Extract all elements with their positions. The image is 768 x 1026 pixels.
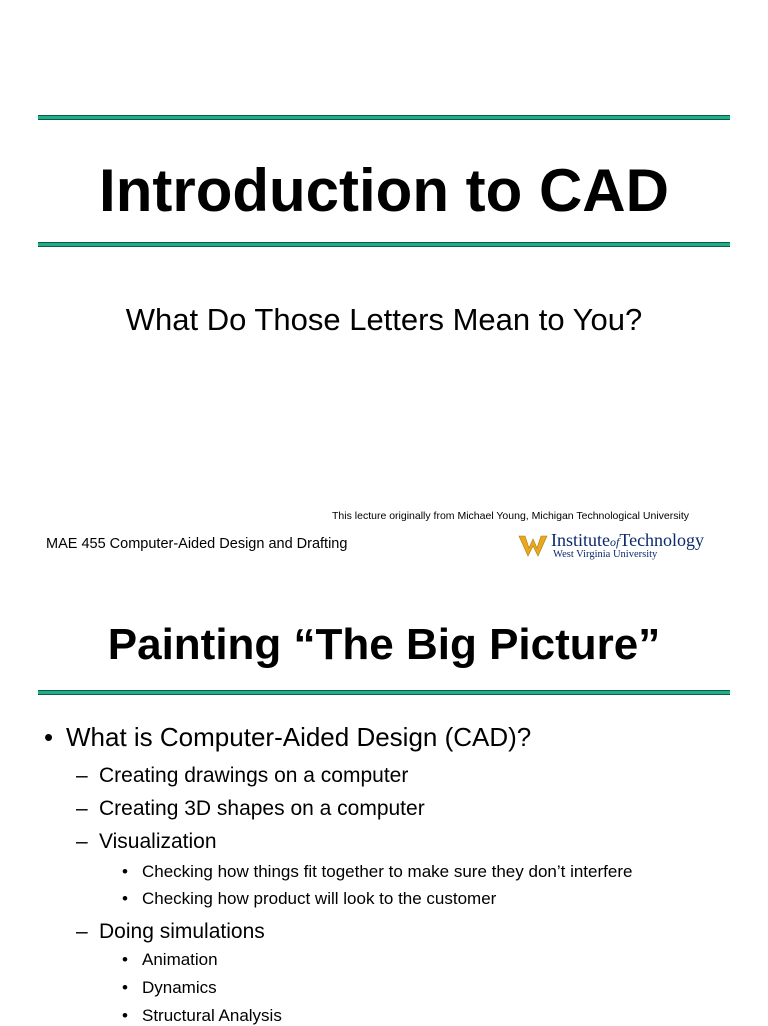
bullet-marker: – [76,764,88,787]
bullet-marker: – [76,797,88,820]
title-bottom-rule [38,242,730,247]
bullet-text: Doing simulations [99,920,265,943]
bullet-level2-item [76,919,265,945]
logo-institute-text: InstituteofTechnology [551,530,705,550]
bullet-text: Animation [142,950,218,969]
slide2-title: Painting “The Big Picture” [107,620,661,669]
bullet-text: Creating 3D shapes on a computer [99,797,425,820]
title-top-rule [38,115,730,120]
bullet-level3-item [122,1006,282,1026]
bullet-text: What is Computer-Aided Design (CAD)? [66,722,532,752]
course-name: MAE 455 Computer-Aided Design and Drafting [46,536,348,552]
bullet-level3-item [122,862,632,882]
bullet-marker: – [76,920,88,943]
bullet-level1-item [44,722,531,752]
bullet-marker: • [44,722,54,752]
bullet-marker: • [122,1006,128,1025]
wvu-logo [518,530,705,564]
bullet-level3-item [122,889,496,909]
slide1-title: Introduction to CAD [99,157,669,224]
bullet-marker: • [122,862,128,881]
bullet-level3-item [122,978,217,998]
bullet-marker: • [122,950,128,969]
bullet-level2-item [76,829,217,855]
bullet-text: Dynamics [142,978,217,997]
slide1-subtitle: What Do Those Letters Mean to You? [125,302,643,337]
bullet-marker: – [76,830,88,853]
lecture-credit: This lecture originally from Michael Young, Michigan Technological University [332,510,689,522]
bullet-level2-item [76,763,408,789]
flying-wv-icon [518,534,548,558]
bullet-level3-item [122,950,218,970]
bullet-marker: • [122,889,128,908]
bullet-text: Visualization [99,830,217,853]
bullet-level2-item [76,796,425,822]
bullet-text: Creating drawings on a computer [99,764,409,787]
slide2-title-rule [38,690,730,695]
bullet-text: Checking how things fit together to make sure they don’t interfere [142,862,633,881]
logo-university-text: West Virginia University [553,549,658,560]
bullet-text: Checking how product will look to the customer [142,889,497,908]
bullet-text: Structural Analysis [142,1006,282,1025]
bullet-marker: • [122,978,128,997]
